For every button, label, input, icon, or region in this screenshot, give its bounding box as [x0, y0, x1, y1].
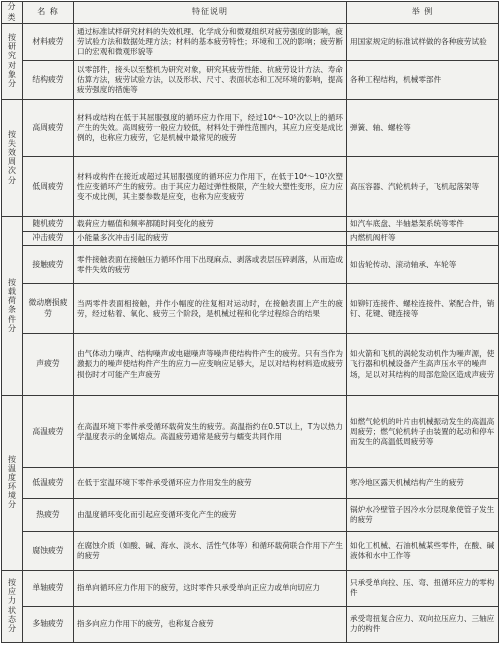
row-example: 只承受单向拉、压、弯、扭循环应力的零构件 — [347, 570, 499, 606]
table-row — [2, 606, 499, 642]
row-description: 指多向应力作用下的疲劳，也称复合疲劳 — [74, 606, 347, 642]
table-row — [2, 570, 499, 606]
row-name: 微动磨损疲劳 — [23, 284, 74, 334]
table-header-row — [2, 2, 499, 24]
row-example: 如化工机械、石油机械某些零件，在酸、碱液体和水中工作等 — [347, 532, 499, 570]
row-name: 低温疲劳 — [23, 468, 74, 499]
row-description: 在高温环境下零件承受循环载荷发生的疲劳。高温指约在0.5T以上，T为以热力学温度表示的金属熔点。高温疲劳通常是疲劳与蠕变共同作用 — [74, 395, 347, 467]
fatigue-classification-table-page — [1, 1, 498, 643]
table-row — [2, 24, 499, 61]
row-description: 由气体动力噪声、结构噪声或电磁噪声等噪声使结构件产生的疲劳。只有当作为激振力的噪声使结构件产生的应力—应变响应足够大，足以对结构材料造成疲劳损伤时才可能产生声疲劳 — [74, 334, 347, 396]
table-row — [2, 61, 499, 99]
row-name: 冲击疲劳 — [23, 231, 74, 245]
row-name: 声疲劳 — [23, 334, 74, 396]
row-name: 低周疲劳 — [23, 157, 74, 217]
table-row — [2, 334, 499, 396]
row-description: 在腐蚀介质（如酸、碱、海水、淡水、活性气体等）和循环载荷联合作用下产生的疲劳 — [74, 532, 347, 570]
category-temperature-environment: 按温度环境分 — [2, 395, 23, 570]
row-example: 承受弯扭复合应力、双向拉压应力、三轴应力的构件 — [347, 606, 499, 642]
row-example: 弹簧、轴、螺栓等 — [347, 99, 499, 157]
table-row — [2, 532, 499, 570]
header-examples: 举 例 — [347, 2, 499, 24]
row-name: 结构疲劳 — [23, 61, 74, 99]
row-description: 通过标准试样研究材料的失效机理、化学成分和微观组织对疲劳强度的影响，疲劳试验方法和数据处理方法；材料的基本疲劳特性；环境和工况的影响；疲劳断口的宏观和微观形貌等 — [74, 24, 347, 61]
row-description: 小能量多次冲击引起的疲劳 — [74, 231, 347, 245]
table-row — [2, 217, 499, 231]
row-description: 以零部件，接头以至整机为研究对象，研究其疲劳性能、抗疲劳设计方法、寿命估算方法，疲劳试验方法，以及形状、尺寸、表面状态和工况环境的影响，提高疲劳强度的措施等 — [74, 61, 347, 99]
row-description: 零件接触表面在接触压力循环作用下出现麻点、剥落或表层压碎剥落，从而造成零件失效的疲劳 — [74, 246, 347, 284]
category-research-object: 按研究对象分 — [2, 24, 23, 99]
row-example: 如汽车底盘、半轴悬架系统等零件 — [347, 217, 499, 231]
row-name: 腐蚀疲劳 — [23, 532, 74, 570]
row-example: 用国家规定的标准试样做的各种疲劳试验 — [347, 24, 499, 61]
header-name: 名 称 — [23, 2, 74, 24]
row-name: 热疲劳 — [23, 499, 74, 532]
row-name: 高周疲劳 — [23, 99, 74, 157]
table-row — [2, 157, 499, 217]
row-name: 接触疲劳 — [23, 246, 74, 284]
table-row — [2, 468, 499, 499]
row-description: 材料或结构在低于其屈服强度的循环应力作用下，经过10⁴～10⁵次以上的循环产生的失效。高周疲劳一般应力较低，材料处于弹性范围内，其应力应变是成比例的，也称应力疲劳，它是机械中最常见的疲劳 — [74, 99, 347, 157]
row-description: 材料或构件在接近或超过其屈服强度的循环应力作用下，在低于10⁴～10⁵次塑性应变循环产生的疲劳。由于其应力超过弹性极限，产生较大塑性变形，应力应变不成比例，其主要参数是应变，也称为应变疲劳 — [74, 157, 347, 217]
row-name: 单轴疲劳 — [23, 570, 74, 606]
row-example: 寒冷地区露天机械结构产生的疲劳 — [347, 468, 499, 499]
row-example: 如齿轮传动、滚动轴承、车轮等 — [347, 246, 499, 284]
fatigue-classification-table — [1, 1, 499, 643]
table-row — [2, 395, 499, 467]
category-load-condition: 按载荷条件分 — [2, 217, 23, 396]
row-description: 指单向循环应力作用下的疲劳，这时零件只承受单向正应力或单向切应力 — [74, 570, 347, 606]
category-stress-state: 按应力状态分 — [2, 570, 23, 642]
row-name: 高温疲劳 — [23, 395, 74, 467]
row-description: 由温度循环变化而引起应变循环变化产生的疲劳 — [74, 499, 347, 532]
row-example: 各种工程结构，机械零部件 — [347, 61, 499, 99]
header-features: 特征说明 — [74, 2, 347, 24]
row-name: 随机疲劳 — [23, 217, 74, 231]
table-row — [2, 499, 499, 532]
row-example: 如火箭和飞机的涡轮发动机作为噪声源，使飞行器和机械设备产生高声压水平的噪声场，足以对其结构的局部危险区造成声疲劳 — [347, 334, 499, 396]
category-failure-cycles: 按失效周次分 — [2, 99, 23, 217]
row-description: 当两零件表面相接触，并作小幅度的往复相对运动时，在接触表面上产生的疲劳，经过粘着、氧化、疲劳三个阶段，是机械过程和化学过程综合的结果 — [74, 284, 347, 334]
table-row — [2, 246, 499, 284]
row-example: 锅炉水冷壁管子因冷水分层现象使管子发生的疲劳 — [347, 499, 499, 532]
row-example: 高压容器、汽轮机转子，飞机起落架等 — [347, 157, 499, 217]
table-row — [2, 284, 499, 334]
table-row — [2, 99, 499, 157]
row-example: 如燃气轮机的叶片由机械振动发生的高温高周疲劳；燃气轮机转子由装置的起动和停车而发生的高温低周疲劳等 — [347, 395, 499, 467]
row-name: 多轴疲劳 — [23, 606, 74, 642]
row-description: 在低于室温环境下零件承受循环应力作用发生的疲劳 — [74, 468, 347, 499]
row-name: 材料疲劳 — [23, 24, 74, 61]
row-example: 内燃机阀杆等 — [347, 231, 499, 245]
row-example: 如铆钉连接件、螺栓连接件、紧配合件，销钉、花键、键连接等 — [347, 284, 499, 334]
table-row — [2, 231, 499, 245]
row-description: 载荷应力幅值和频率都随时间变化的疲劳 — [74, 217, 347, 231]
header-category: 分类 — [2, 2, 23, 24]
